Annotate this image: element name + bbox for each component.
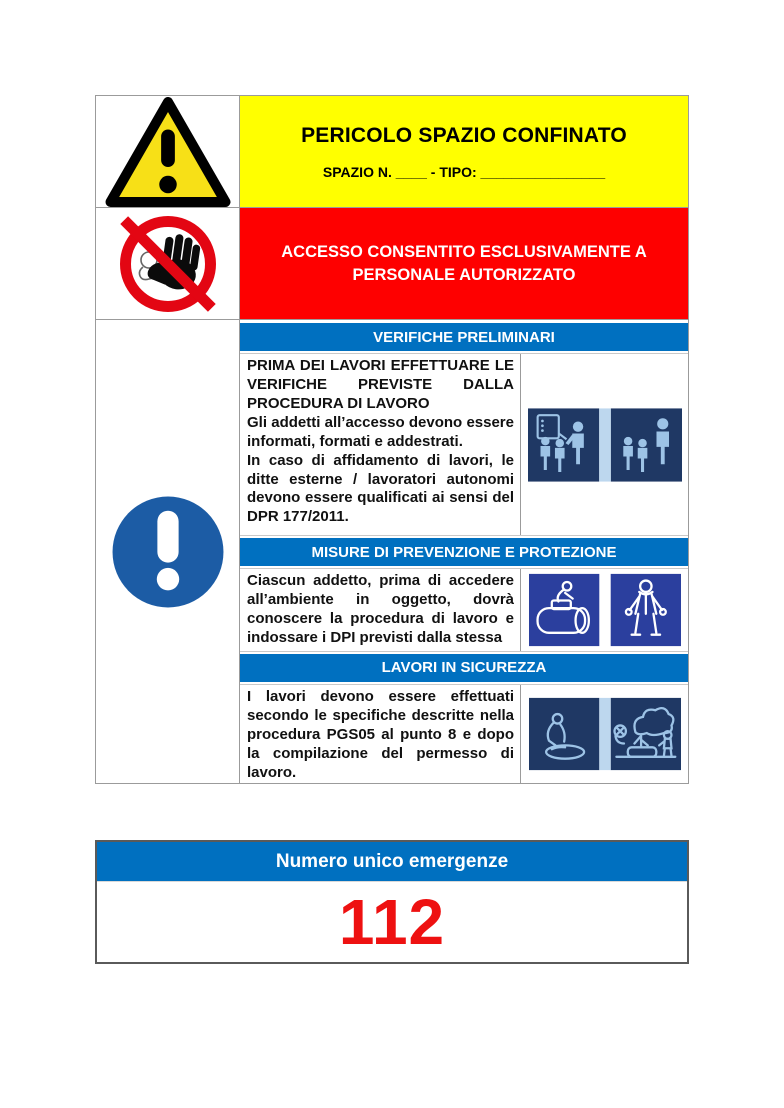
verifiche-paragraph: In caso di affidamento di lavori, le ditte esterne / lavoratori autonomi devono essere qualificati ai sensi del DPR 177/2011. bbox=[247, 451, 514, 526]
procedures-column bbox=[240, 320, 688, 783]
lavori-text-cell bbox=[240, 685, 521, 783]
emergency-header bbox=[97, 842, 687, 882]
confined-space-sign bbox=[95, 95, 689, 784]
misure-paragraph: Ciascun addetto, prima di accedere all’ambiente in oggetto, dovrà conoscere la procedura di lavoro e indossare i DPI previsti dalla stessa bbox=[247, 572, 514, 646]
verifiche-paragraph: PRIMA DEI LAVORI EFFETTUARE LE VERIFICHE PREVISTE DALLA PROCEDURA DI LAVORO bbox=[247, 357, 514, 412]
manhole-work-icon bbox=[529, 697, 681, 771]
page-title: PERICOLO SPAZIO CONFINATO bbox=[301, 123, 627, 147]
emergency-label: Numero unico emergenze bbox=[275, 850, 509, 872]
main-row bbox=[96, 320, 688, 783]
verifiche-text-cell bbox=[240, 354, 521, 535]
authorized-only-text: ACCESSO CONSENTITO ESCLUSIVAMENTE A PERSONALE AUTORIZZATO bbox=[281, 243, 647, 284]
danger-header-cell bbox=[240, 96, 688, 207]
section-header-lavori: LAVORI IN SICUREZZA bbox=[240, 654, 688, 682]
emergency-number: 112 bbox=[338, 886, 446, 958]
access-row bbox=[96, 208, 688, 320]
section-header-misure: MISURE DI PREVENZIONE E PROTEZIONE bbox=[240, 538, 688, 566]
misure-pictogram-cell bbox=[521, 569, 688, 651]
authorized-only-cell bbox=[240, 208, 688, 319]
section-header-verifiche: VERIFICHE PRELIMINARI bbox=[240, 323, 688, 351]
space-number-line: SPAZIO N. ____ - TIPO: ________________ bbox=[322, 163, 606, 180]
warning-icon-cell bbox=[96, 96, 240, 207]
section-lavori bbox=[240, 684, 688, 783]
exclamation-circle-icon bbox=[109, 493, 227, 611]
lavori-pictogram-cell bbox=[521, 685, 688, 783]
no-access-icon-cell bbox=[96, 208, 240, 319]
section-verifiche bbox=[240, 353, 688, 536]
emergency-box bbox=[95, 840, 689, 964]
training-figures-icon bbox=[528, 408, 682, 482]
mandatory-icon-cell bbox=[96, 320, 240, 783]
lavori-paragraph: I lavori devono essere effettuati secondo le specifiche descritte nella procedura PGS05 al punto 8 e dopo la compilazione del permesso di lavoro. bbox=[247, 688, 514, 781]
verifiche-paragraph: Gli addetti all’accesso devono essere informati, formati e addestrati. bbox=[247, 413, 514, 450]
misure-text-cell bbox=[240, 569, 521, 651]
warning-triangle-icon bbox=[105, 97, 231, 207]
confined-entry-ppe-icon bbox=[529, 573, 681, 647]
warning-row bbox=[96, 96, 688, 208]
no-entry-hand-icon bbox=[118, 214, 218, 314]
verifiche-pictogram-cell bbox=[521, 354, 688, 535]
section-misure bbox=[240, 568, 688, 652]
emergency-number-area bbox=[97, 882, 687, 962]
